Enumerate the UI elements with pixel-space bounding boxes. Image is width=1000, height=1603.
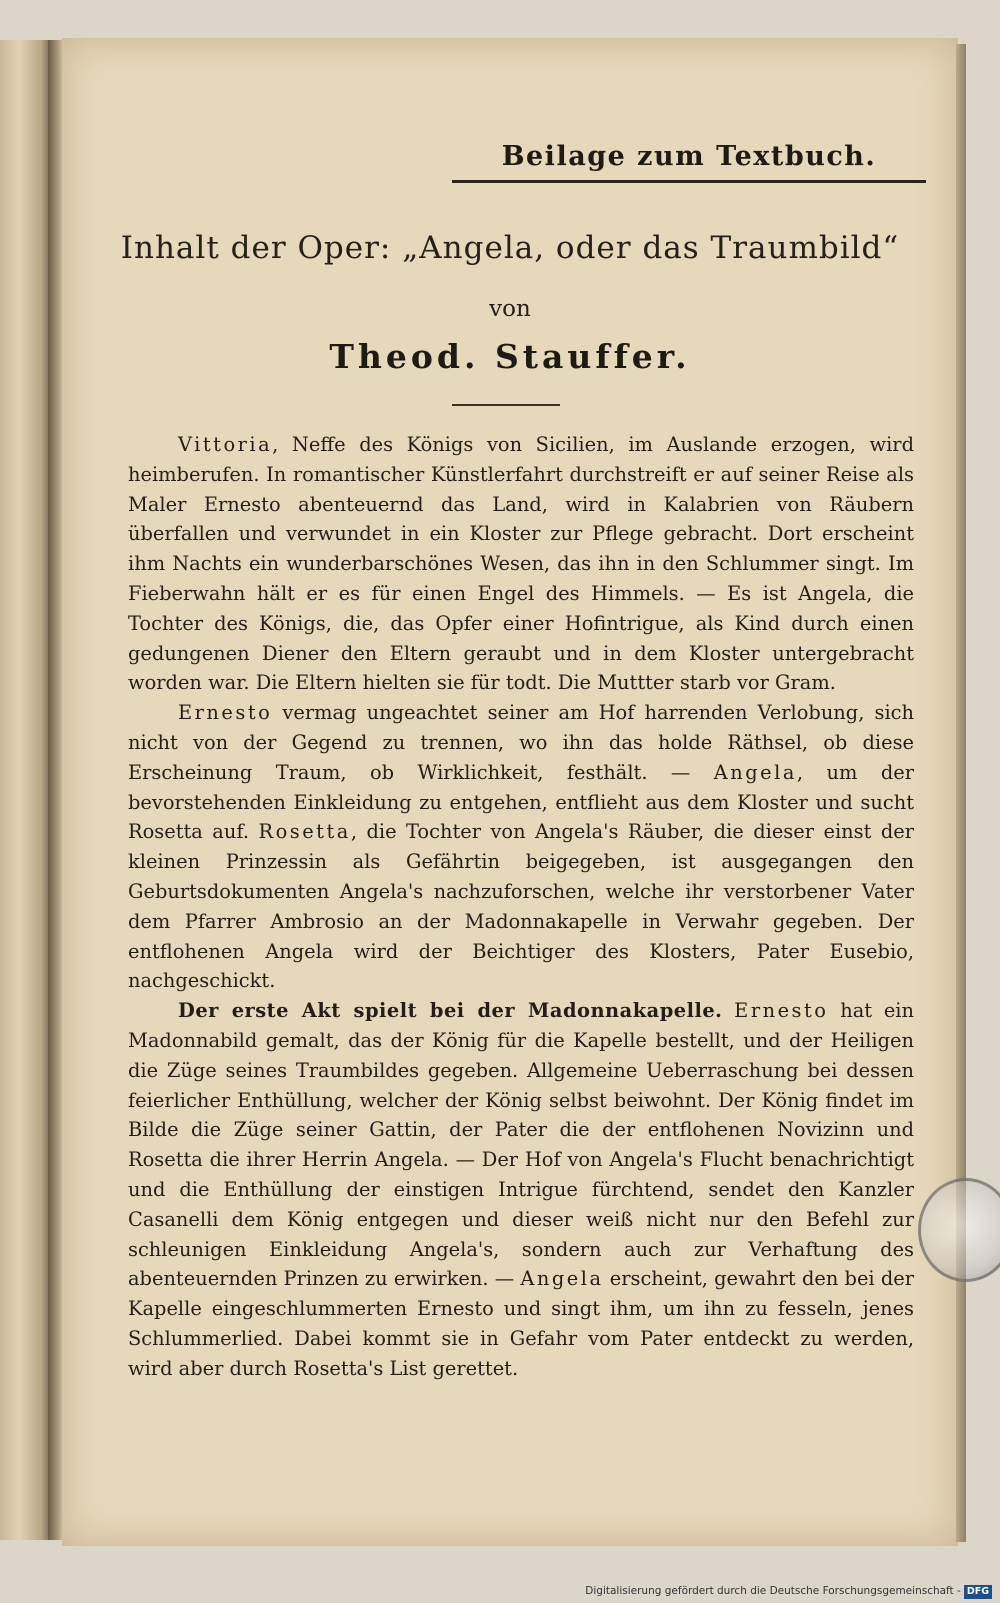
paragraph-text: , die Tochter von Angela's Räuber, die dieser einst der kleinen Prinzessin als Gefährtin beigegeben, ist ausgegangen den Geburtsdokumenten Angela's nachzuforschen, welche ihr verstorbener Vater dem Pfarrer Ambrosio an der Madonnakapelle in Verwahr gegeben. Der entflohenen Angela wird der Beichtiger des Klosters, Pater Eusebio, nachgeschickt.: [128, 820, 914, 993]
paragraph-2: [128, 698, 914, 996]
supplement-header-text: Beilage zum Textbuch.: [452, 140, 926, 183]
footer-text: Digitalisierung gefördert durch die Deutsche Forschungsgemeinschaft -: [585, 1585, 961, 1597]
paragraph-text: hat ein Madonnabild gemalt, das der König für die Kapelle bestellt, und der Heiligen die Züge seines Traumbildes gegeben. Allgemeine Ueberraschung bei dessen feierlicher Enthüllung, welcher der König selbst beiwohnt. Der König findet im Bilde die Züge seiner Gattin, der Pater die der entflohenen Novizinn und Rosetta die ihrer Herrin Angela. — Der Hof von Angela's Flucht benachrichtigt und die Enthüllung der einstigen Intrigue fürchtend, sendet den Kanzler Casanelli dem König entgegen und dieser weiß nicht nur den Befehl zur schleunigen Einkleidung Angela's, sondern auch zur Verhaftung des abenteuernden Prinzen zu erwirken. —: [128, 999, 914, 1291]
paragraph-text: vermag ungeachtet seiner am Hof harrenden Verlobung, sich nicht von der Gegend zu trennen, wo ihn das holde Räthsel, ob diese Erscheinung Traum, ob Wirklichkeit, festhält. —: [128, 701, 914, 784]
character-name: Ernesto: [178, 701, 273, 725]
synopsis-text: [128, 430, 914, 1384]
supplement-header: [452, 140, 926, 183]
author-name: Theod. Stauffer.: [329, 337, 691, 376]
paragraph-text: , Neffe des Königs von Sicilien, im Auslande erzogen, wird heimberufen. In romantischer Künstlerfahrt durchstreift er auf seiner Reise als Maler Ernesto abenteuernd das Land, wird in Kalabrien von Räubern überfallen und verwundet in ein Kloster zur Pflege gebracht. Dort erscheint ihm Nachts ein wunderbarschönes Wesen, das ihn in den Schlummer singt. Im Fieberwahn hält er es für einen Engel des Himmels. — Es ist Angela, die Tochter des Königs, die, das Opfer einer Hofintrigue, als Kind durch einen gedungenen Diener den Eltern geraubt und in dem Kloster untergebracht worden war. Die Eltern hielten sie für todt. Die Muttter starb vor Gram.: [128, 433, 914, 695]
paragraph-text: , um der bevorstehenden Einkleidung zu entgehen, entflieht aus dem Kloster und sucht Rosetta auf.: [128, 760, 915, 844]
character-name: Angela: [713, 760, 797, 784]
character-name: Ernesto: [734, 999, 829, 1023]
digitization-footer: [585, 1584, 992, 1599]
page-edge: [956, 44, 966, 1542]
facing-page-edge: [0, 40, 48, 1540]
paragraph-1: [128, 430, 914, 698]
act-heading: Der erste Akt spielt bei der Madonnakapelle.: [178, 999, 723, 1023]
divider: [452, 404, 560, 406]
byline-von: von: [489, 296, 531, 322]
character-name: Rosetta: [258, 820, 351, 844]
page-title: Inhalt der Oper: „Angela, oder das Traumbild“: [120, 230, 900, 266]
paragraph-text: erscheint, gewahrt den bei der Kapelle eingeschlummerten Ernesto und singt ihm, um ihn zu fesseln, jenes Schlummerlied. Dabei kommt sie in Gefahr vom Pater entdeckt zu werden, wird aber durch Rosetta's List gerettet.: [128, 1267, 915, 1380]
character-name: Angela: [520, 1267, 604, 1291]
character-name: Vittoria: [178, 433, 273, 456]
paragraph-3: [128, 996, 914, 1383]
dfg-logo: DFG: [964, 1585, 992, 1599]
